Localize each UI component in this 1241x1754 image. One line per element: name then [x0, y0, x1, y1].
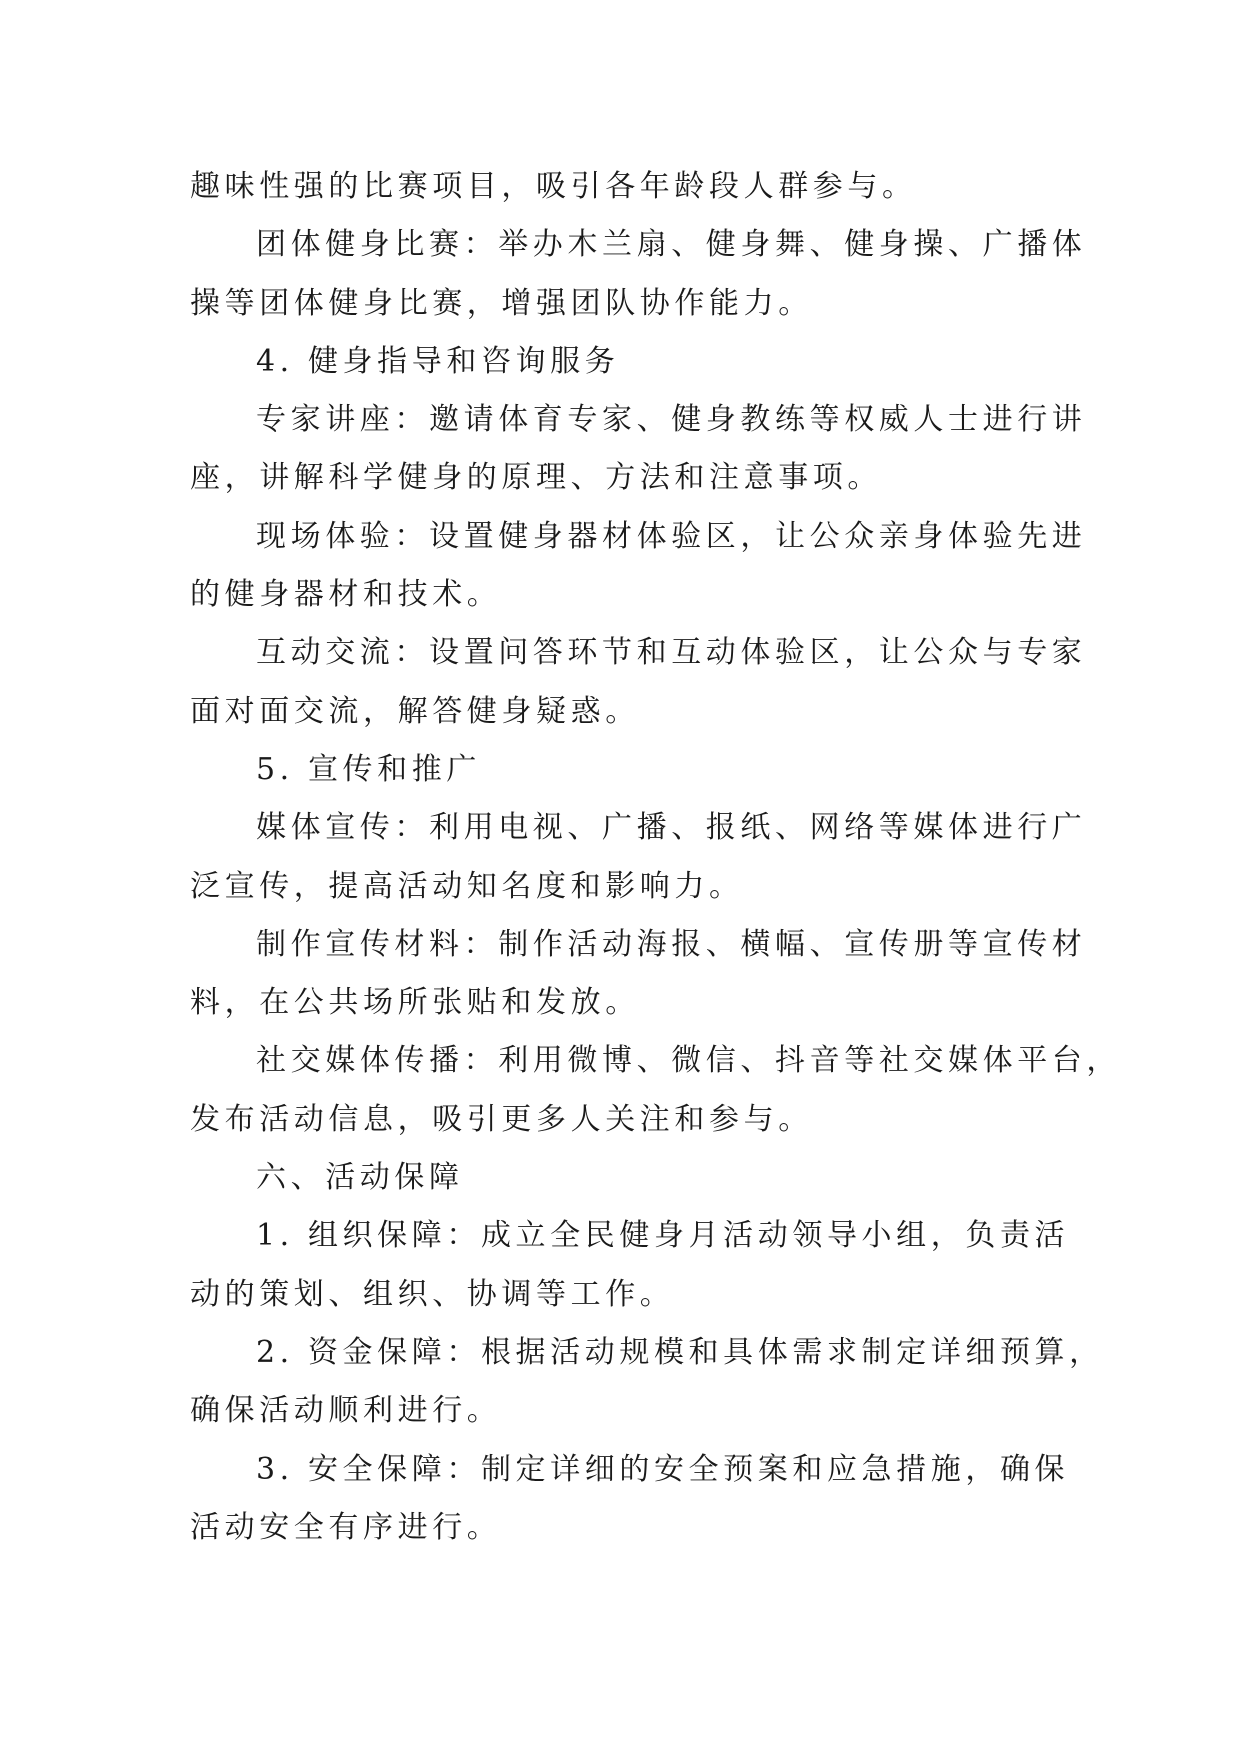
text-line-15: 料，在公共场所张贴和发放。	[190, 985, 640, 1021]
text-line-21: 2. 资金保障：根据活动规模和具体需求制定详细预算，	[256, 1334, 1104, 1370]
section-heading-activity-guarantee: 六、活动保障	[256, 1160, 464, 1196]
text-line-19: 1. 组织保障：成立全民健身月活动领导小组，负责活	[256, 1218, 1070, 1254]
text-line-3: 操等团体健身比赛，增强团队协作能力。	[190, 285, 813, 321]
document-body	[190, 158, 1121, 1557]
text-line-24: 活动安全有序进行。	[190, 1509, 502, 1545]
text-line-22: 确保活动顺利进行。	[190, 1393, 502, 1429]
text-line-1: 趣味性强的比赛项目，吸引各年龄段人群参与。	[190, 169, 917, 204]
section-heading-promotion: 5. 宣传和推广	[256, 751, 481, 787]
text-line-2: 团体健身比赛：举办木兰扇、健身舞、健身操、广播体	[256, 227, 1087, 263]
text-line-9: 互动交流：设置问答环节和互动体验区，让公众与专家	[256, 635, 1087, 671]
text-line-8: 的健身器材和技术。	[190, 577, 502, 613]
text-line-17: 发布活动信息，吸引更多人关注和参与。	[190, 1101, 813, 1137]
text-line-23: 3. 安全保障：制定详细的安全预案和应急措施，确保	[256, 1451, 1070, 1487]
text-line-10: 面对面交流，解答健身疑惑。	[190, 693, 640, 729]
text-line-5: 专家讲座：邀请体育专家、健身教练等权威人士进行讲	[256, 402, 1087, 438]
text-line-7: 现场体验：设置健身器材体验区，让公众亲身体验先进	[256, 518, 1087, 554]
text-line-20: 动的策划、组织、协调等工作。	[190, 1276, 675, 1312]
text-line-16: 社交媒体传播：利用微博、微信、抖音等社交媒体平台，	[256, 1043, 1121, 1079]
text-line-6: 座，讲解科学健身的原理、方法和注意事项。	[190, 460, 882, 496]
text-line-13: 泛宣传，提高活动知名度和影响力。	[190, 868, 744, 904]
text-line-12: 媒体宣传：利用电视、广播、报纸、网络等媒体进行广	[256, 810, 1087, 846]
section-heading-fitness-guidance: 4. 健身指导和咨询服务	[256, 343, 620, 379]
text-line-14: 制作宣传材料：制作活动海报、横幅、宣传册等宣传材	[256, 926, 1087, 962]
